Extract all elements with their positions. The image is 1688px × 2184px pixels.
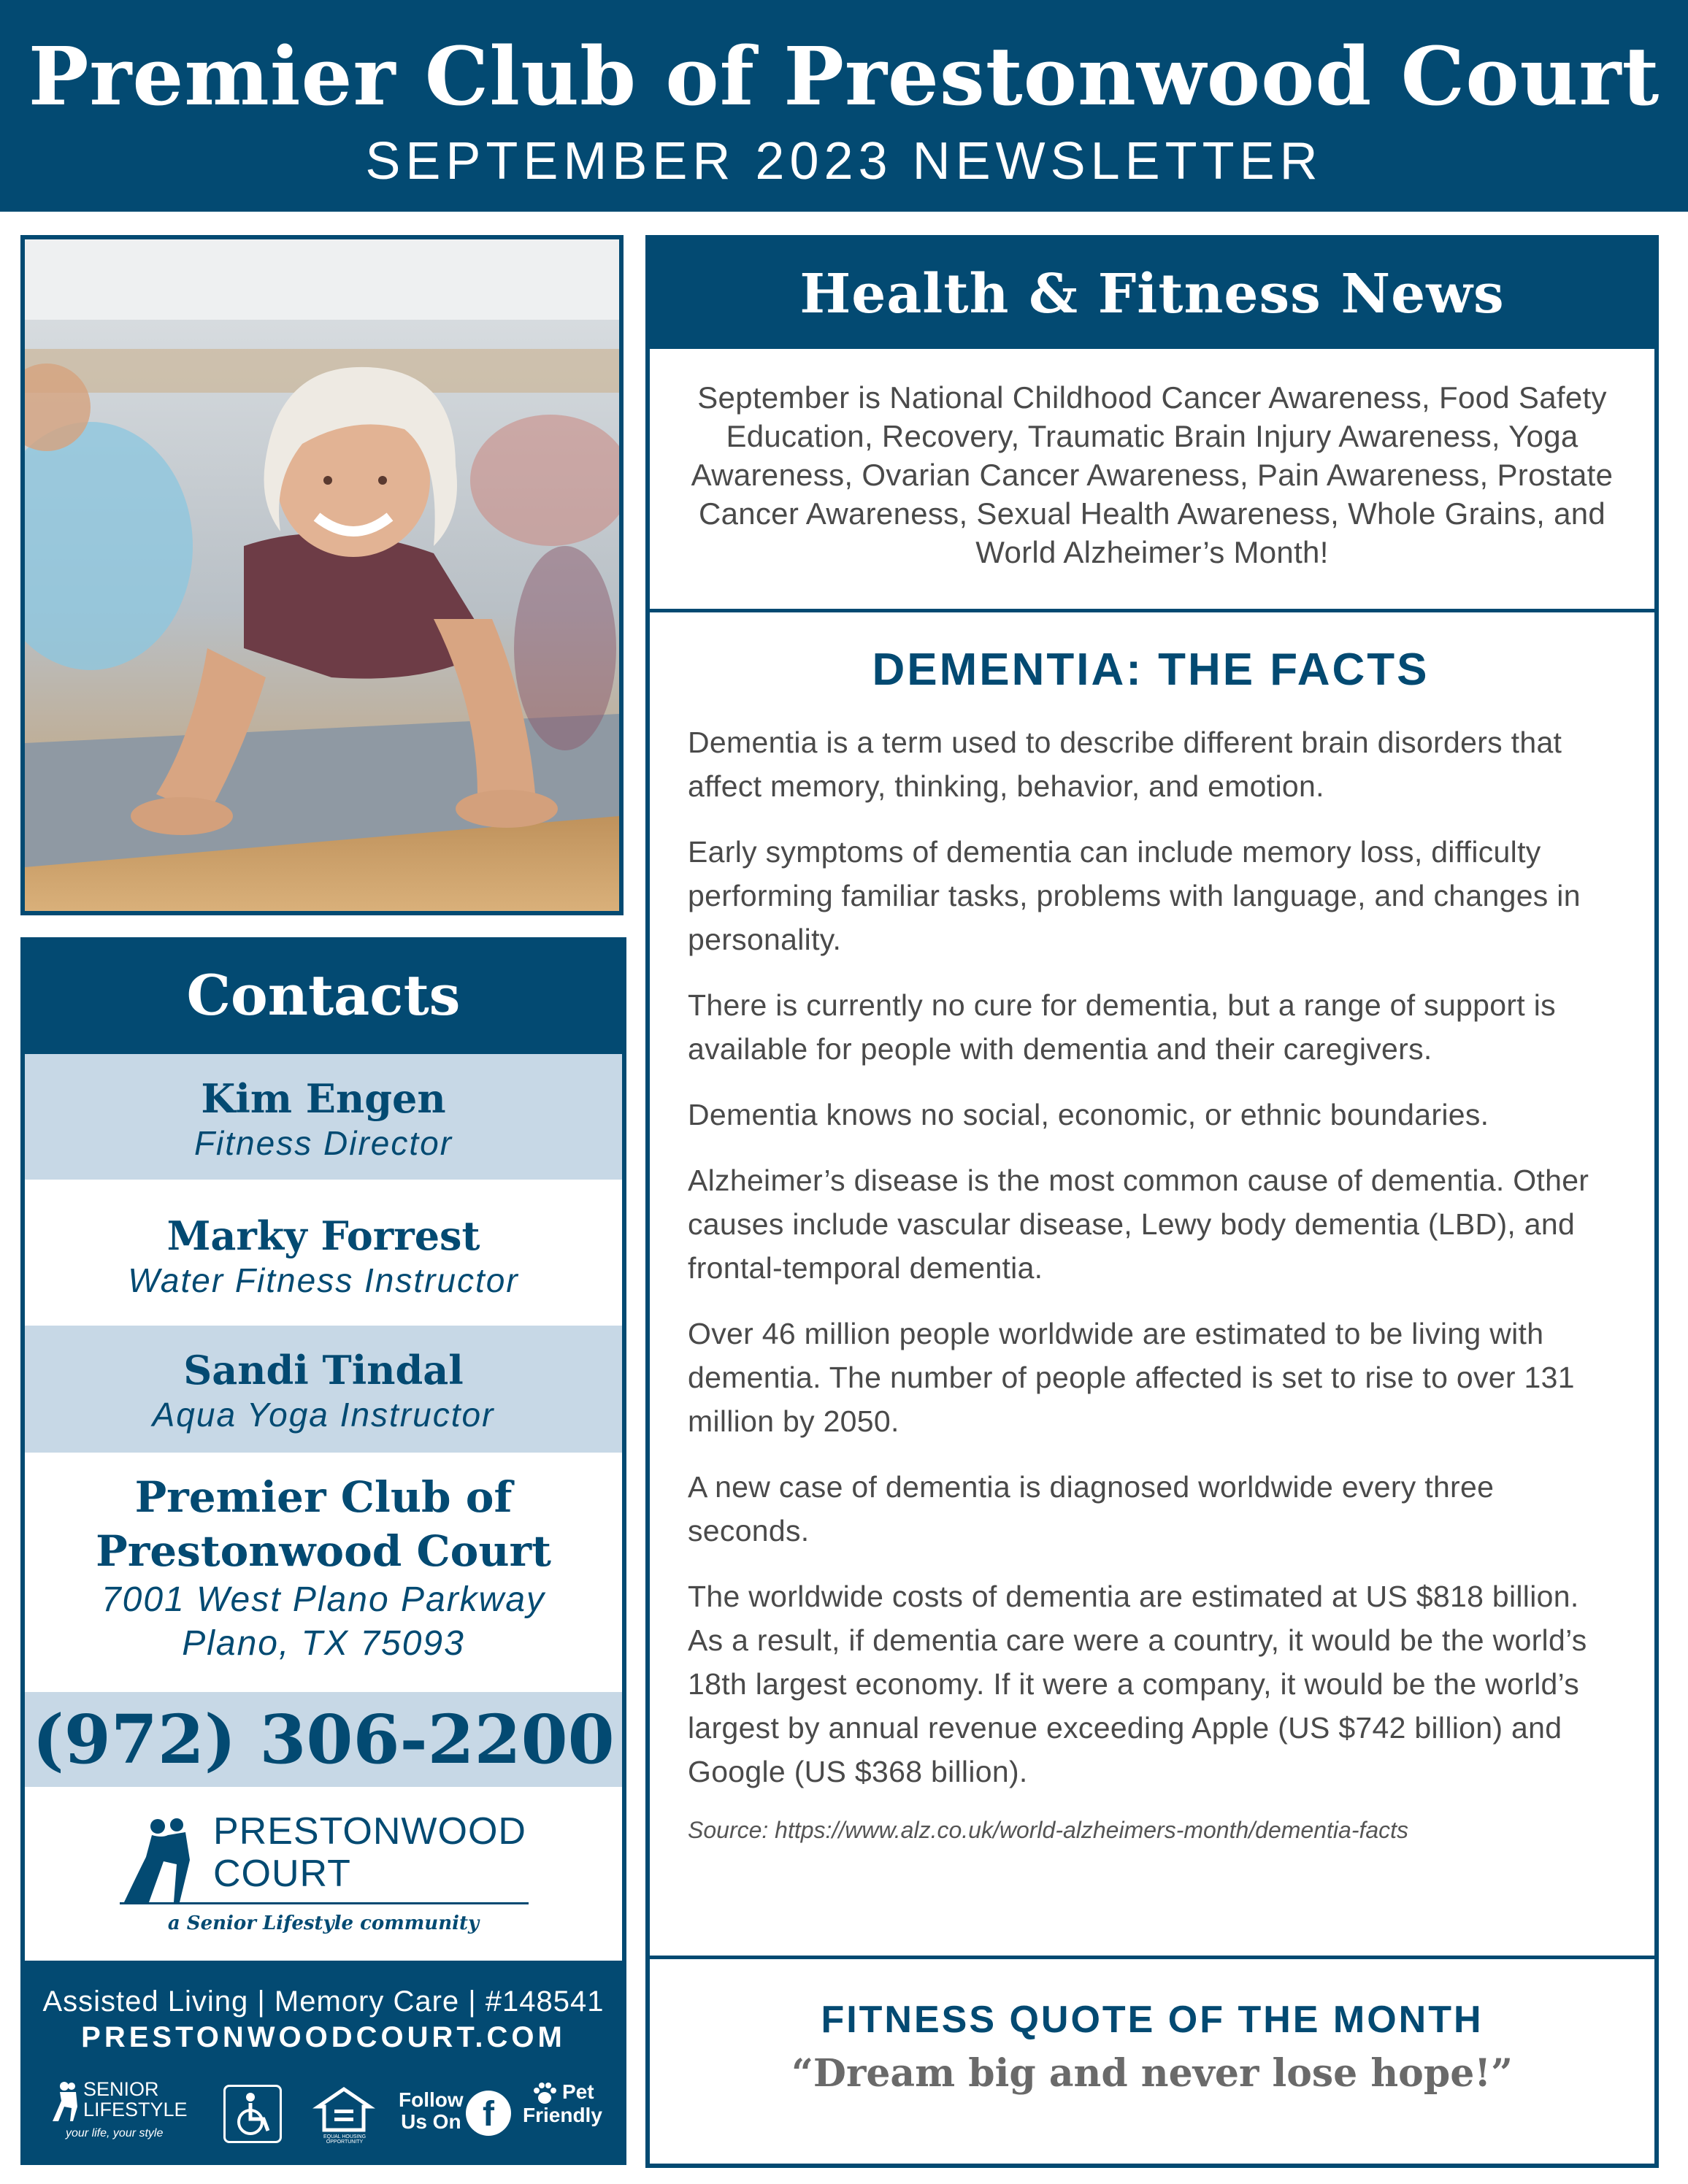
equal-housing-icon xyxy=(312,2085,375,2133)
paw-print-icon xyxy=(532,2082,558,2105)
fitness-photo xyxy=(20,235,624,915)
follow-us-text xyxy=(399,2089,464,2133)
contact-name: Sandi Tindal xyxy=(183,1347,464,1393)
logo-tagline: a Senior Lifestyle community xyxy=(167,1912,480,1934)
equal-housing-text: EQUAL HOUSING OPPORTUNITY xyxy=(323,2134,367,2145)
source-citation[interactable]: Source: https://www.alz.co.uk/world-alzheimers-month/dementia-facts xyxy=(688,1817,1409,1843)
wheelchair-accessible-icon xyxy=(223,2085,282,2143)
dementia-paragraph: Over 46 million people worldwide are estimated to be living with dementia. The number of people affected is set to rise to over 131 million by 2050. xyxy=(688,1317,1575,1438)
dementia-paragraph: There is currently no cure for dementia, but a range of support is available for people with dementia and their caregivers. xyxy=(688,988,1556,1066)
newsletter-title: Premier Club of Prestonwood Court xyxy=(28,29,1660,123)
senior-lifestyle-line: SENIOR xyxy=(83,2078,159,2100)
dementia-paragraph: Early symptoms of dementia can include memory loss, difficulty performing familiar tasks, problems with language, and changes in personality. xyxy=(688,835,1581,956)
dementia-paragraph: Dementia is a term used to describe different brain disorders that affect memory, thinking, behavior, and emotion. xyxy=(688,726,1562,803)
awareness-intro: September is National Childhood Cancer Awareness, Food Safety Education, Recovery, Traumatic Brain Injury Awareness, Yoga Awareness, Ovarian Cancer Awareness, Pain Awareness, Prostate Cancer Awareness, Sexual Health Awareness, Whole Grains, and World Alzheimer’s Month! xyxy=(691,380,1614,569)
fitness-quote-section xyxy=(650,1959,1654,2099)
friendly-text: Friendly xyxy=(523,2104,602,2126)
dancing-couple-icon xyxy=(120,1816,207,1904)
pet-text: Pet xyxy=(562,2080,594,2103)
contacts-panel xyxy=(20,937,626,2165)
dementia-paragraph: Alzheimer’s disease is the most common cause of dementia. Other causes include vascular disease, Lewy body dementia (LBD), and frontal-temporal dementia. xyxy=(688,1164,1589,1285)
senior-lifestyle-line: LIFESTYLE xyxy=(83,2099,188,2120)
woman-doing-pushup-image xyxy=(25,239,619,911)
footer-info xyxy=(20,1961,626,2056)
logo-text xyxy=(213,1810,526,1895)
contact-card xyxy=(25,1180,622,1326)
city-state-zip: Plano, TX 75093 xyxy=(182,1624,465,1663)
dementia-paragraph: Dementia knows no social, economic, or ethnic boundaries. xyxy=(688,1098,1489,1131)
club-name: Prestonwood Court xyxy=(96,1526,551,1576)
services-line: Assisted Living | Memory Care | #148541 xyxy=(42,1985,605,2018)
contact-name: Kim Engen xyxy=(201,1075,446,1122)
follow-line: Us On xyxy=(401,2110,461,2133)
dementia-heading: DEMENTIA: THE FACTS xyxy=(872,645,1430,695)
logo-underline xyxy=(120,1902,529,1904)
facebook-icon[interactable]: f xyxy=(466,2091,511,2136)
contact-role: Fitness Director xyxy=(193,1124,453,1162)
health-fitness-panel xyxy=(645,235,1659,2168)
prestonwood-logo xyxy=(25,1787,622,1961)
logo-line: COURT xyxy=(213,1853,351,1895)
wheelchair-icon xyxy=(226,2087,280,2141)
website-link[interactable]: PRESTONWOODCOURT.COM xyxy=(81,2021,566,2053)
club-address-block xyxy=(25,1453,622,1692)
senior-lifestyle-icon xyxy=(51,2080,80,2123)
street-address: 7001 West Plano Parkway xyxy=(101,1580,546,1619)
senior-lifestyle-tag: your life, your style xyxy=(66,2127,164,2139)
dementia-facts-section xyxy=(650,612,1654,1956)
follow-line: Follow xyxy=(399,2088,464,2111)
footer-icons xyxy=(20,2075,626,2155)
dementia-paragraph: A new case of dementia is diagnosed worldwide every three seconds. xyxy=(688,1470,1495,1547)
contact-name: Marky Forrest xyxy=(166,1212,480,1259)
phone-number[interactable]: (972) 306-2200 xyxy=(25,1692,622,1787)
health-fitness-heading: Health & Fitness News xyxy=(650,239,1654,349)
contact-card xyxy=(25,1054,622,1180)
contact-card xyxy=(25,1326,622,1453)
club-name: Premier Club of xyxy=(134,1472,513,1522)
senior-lifestyle-logo-text xyxy=(83,2079,188,2120)
quote-text: “Dream big and never lose hope!” xyxy=(791,2051,1514,2096)
quote-heading: FITNESS QUOTE OF THE MONTH xyxy=(821,1999,1484,2041)
contact-role: Water Fitness Instructor xyxy=(128,1261,519,1299)
logo-line: PRESTONWOOD xyxy=(213,1810,526,1853)
newsletter-header xyxy=(0,0,1688,212)
dementia-paragraph: The worldwide costs of dementia are estimated at US $818 billion. As a result, if dementia care were a country, it would be the world’s 18th largest economy. If it were a company, it would be the world’s largest by annual revenue exceeding Apple (US $742 billion) and Google (US $368 billion). xyxy=(688,1580,1587,1788)
contact-role: Aqua Yoga Instructor xyxy=(152,1396,495,1434)
contacts-heading: Contacts xyxy=(186,963,461,1028)
newsletter-subtitle: SEPTEMBER 2023 NEWSLETTER xyxy=(365,132,1323,191)
